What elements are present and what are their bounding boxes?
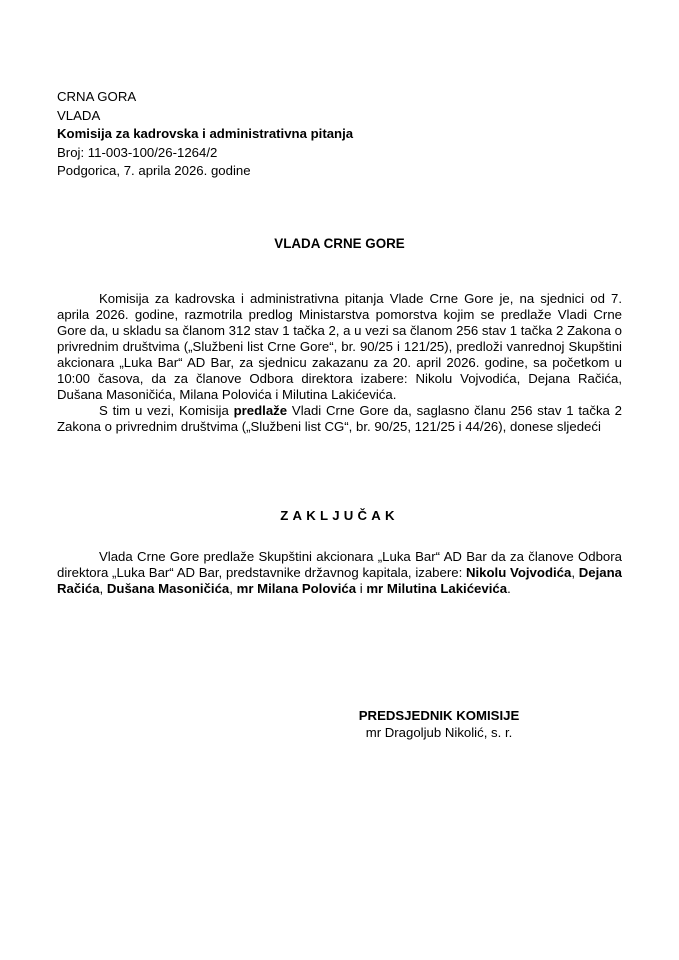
addressee-title: VLADA CRNE GORE [274,236,405,251]
separator-3: , [229,581,237,596]
paragraph-2-part-2: Vladi Crne Gore da, saglasno članu 256 stav 1 tačka 2 Zakona o privrednim društvima („Službeni list CG“, br. 90/25, 121/25 i 44/26), donese sljedeći [57,403,622,434]
conclusion-paragraph [57,549,622,597]
conclusion-end: . [507,581,511,596]
conclusion-section [57,549,622,597]
candidate-name-3: Dušana Masoničića [106,581,230,596]
candidate-name-4: mr Milana Polovića [236,581,357,596]
place-date: Podgorica, 7. aprila 2026. godine [57,163,251,179]
intro-section [57,291,622,435]
candidate-name-1: Nikolu Vojvodića [465,565,572,580]
country-name: CRNA GORA [57,89,137,104]
document-number: Broj: 11-003-100/26-1264/2 [57,144,218,160]
signature-block [349,707,529,741]
signature-title: PREDSJEDNIK KOMISIJE [358,708,520,723]
paragraph-2-part-1: S tim u vezi, Komisija [99,403,234,418]
separator-1: , [571,565,579,580]
candidate-name-5: mr Milutina Lakićevića [366,581,508,596]
candidate-name-2: Dejana Račića [57,565,622,596]
paragraph-1: Komisija za kadrovska i administrativna pitanja Vlade Crne Gore je, na sjednici od 7. aprila 2026. godine, razmotrila predlog Ministarstva pomorstva kojim se predlaže Vladi Crne Gore da, u skladu sa članom 312 stav 1 tačka 2, a u vezi sa članom 256 stav 1 tačka 2 Zakona o privrednim društvima („Službeni list Crne Gore“, br. 90/25 i 121/25), predloži vanrednoj Skupštini akcionara „Luka Bar“ AD Bar, za sjednicu zakazanu za 20. april 2026. godine, sa početkom u 10:00 časova, da za članove Odbora direktora izabere: Nikolu Vojvodića, Dejana Račića, Dušana Masoničića, Milana Polovića i Milutina Lakićevića. [57,291,622,402]
conclusion-title: ZAKLJUČAK [280,508,399,523]
separator-4: i [356,581,367,596]
government-name: VLADA [57,107,101,123]
conclusion-intro: Vlada Crne Gore predlaže Skupštini akcionara „Luka Bar“ AD Bar da za članove Odbora direktora „Luka Bar“ AD Bar, predstavnike državnog kapitala, izabere: [57,549,622,580]
document-header [57,88,353,181]
paragraph-2 [57,403,622,435]
paragraph-2-bold: predlaže [233,403,288,418]
commission-name: Komisija za kadrovska i administrativna pitanja [57,126,354,142]
separator-2: , [99,581,107,596]
signature-name: mr Dragoljub Nikolić, s. r. [365,725,513,740]
